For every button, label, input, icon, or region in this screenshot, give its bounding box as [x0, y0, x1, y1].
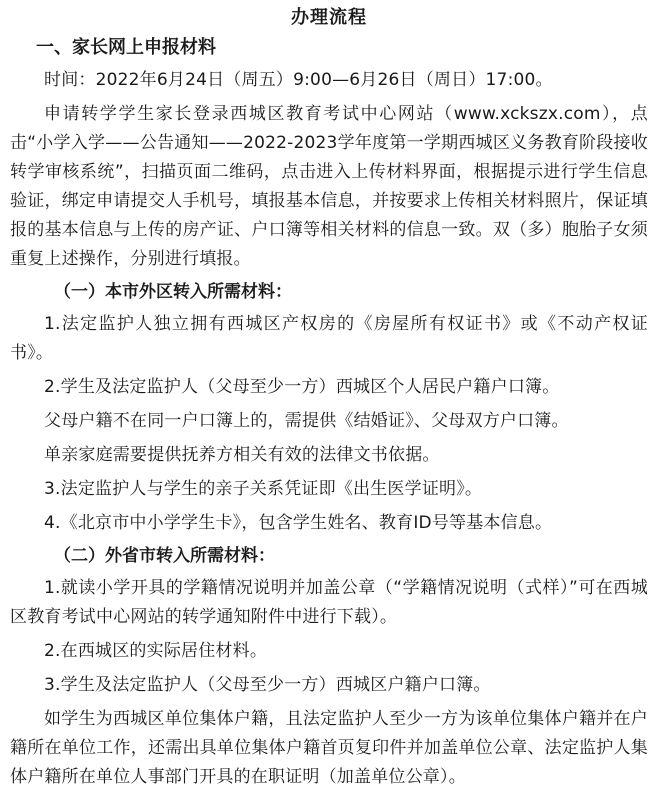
material-item-xicheng-household-register: 3.学生及法定监护人（父母至少一方）西城区户籍户口簿。	[44, 675, 491, 695]
material-item-household-register: 2.学生及法定监护人（父母至少一方）西城区个人居民户籍户口簿。	[44, 377, 560, 397]
subsection-heading-other-district: （一）本市外区转入所需材料：	[54, 282, 292, 302]
material-note-single-parent: 单亲家庭需要提供抚养方相关有效的法律文书依据。	[44, 445, 440, 465]
application-time-paragraph: 时间：2022年6月24日（周五）9:00—6月26日（周日）17:00。	[44, 70, 553, 90]
material-item-residence-proof: 2.在西城区的实际居住材料。	[44, 641, 268, 661]
section-heading-online-application: 一、家长网上申报材料	[36, 37, 216, 58]
material-note-collective-household: 如学生为西城区单位集体户籍，且法定监护人至少一方为该单位集体户籍并在户籍所在单位工作，还需出具单位集体户籍首页复印件并加盖单位公章、法定监护人集体户籍所在单位人事部门开具的在职证明（加盖单位公章）。	[10, 709, 648, 787]
material-item-enrollment-statement: 1.就读小学开具的学籍情况说明并加盖公章（“学籍情况说明（式样）”可在西城区教育考试中心网站的转学通知附件中进行下载）。	[10, 578, 648, 627]
material-item-birth-certificate: 3.法定监护人与学生的亲子关系凭证即《出生医学证明》。	[44, 479, 483, 499]
application-instructions-paragraph: 申请转学学生家长登录西城区教育考试中心网站（www.xckszx.com），点击“小学入学——公告通知——2022-2023学年度第一学期西城区义务教育阶段接收转学审核系统”，扫描页面二维码，点击进入上传材料界面，根据提示进行学生信息验证，绑定申请提交人手机号，填报基本信息，并按要求上传相关材料照片，保证填报的基本信息与上传的房产证、户口簿等相关材料的信息一致。双（多）胞胎子女须重复上述操作，分别进行填报。	[10, 104, 648, 269]
material-item-property-certificate: 1.法定监护人独立拥有西城区产权房的《房屋所有权证书》或《不动产权证书》。	[10, 314, 648, 363]
material-note-marriage-certificate: 父母户籍不在同一户口簿上的，需提供《结婚证》、父母双方户口簿。	[44, 411, 569, 431]
material-item-student-card: 4.《北京市中小学学生卡》，包含学生姓名、教育ID号等基本信息。	[44, 513, 553, 533]
subsection-heading-other-province: （二）外省市转入所需材料：	[54, 546, 275, 566]
document-title: 办理流程	[291, 7, 367, 28]
